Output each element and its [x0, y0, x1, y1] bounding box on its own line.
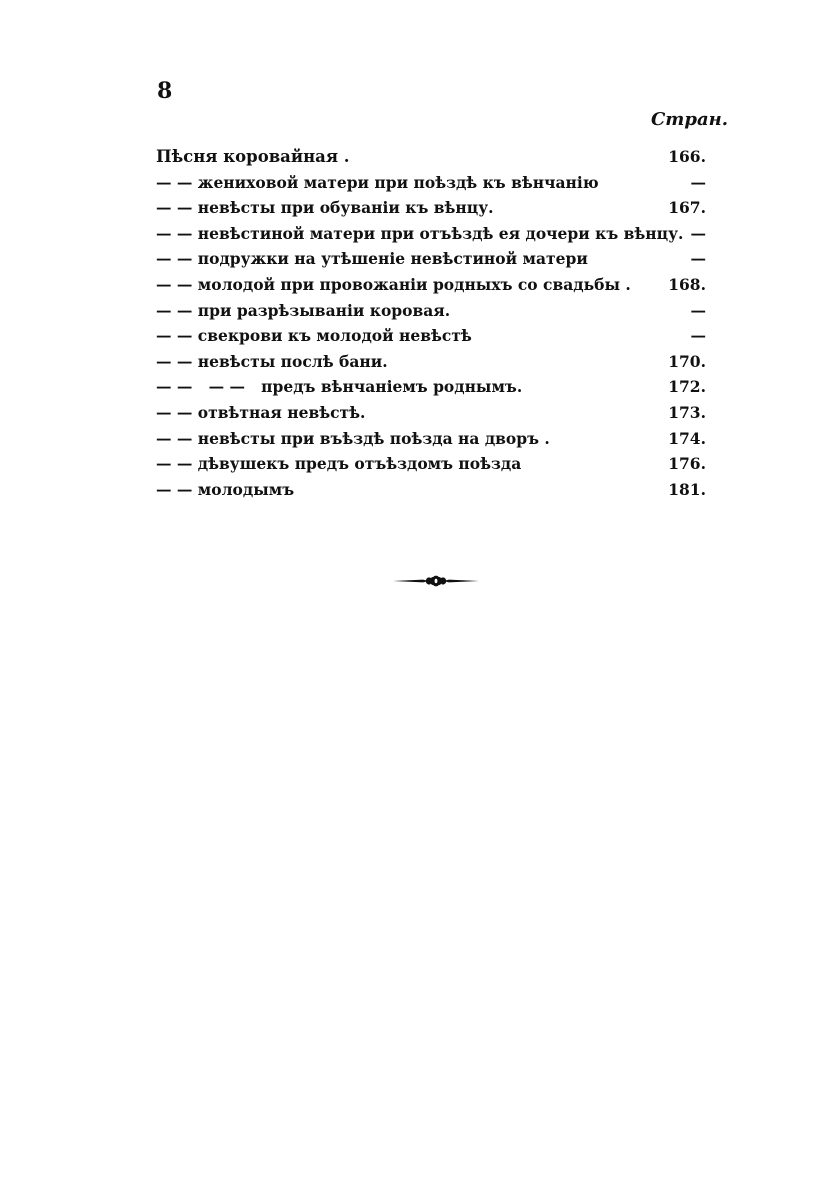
printer-ornament-icon — [393, 574, 479, 588]
toc-entry-page: — — [690, 249, 706, 269]
toc-entry-title: — — невѣсты при въѣздѣ поѣзда на дворъ . — [156, 428, 550, 448]
toc-entry-title: Пѣсня коровайная . — [156, 147, 350, 166]
toc-entry-title: — — невѣсты послѣ бани. — [156, 351, 388, 371]
toc-entry-page: — — [690, 172, 706, 192]
toc-row — [156, 144, 706, 170]
toc-entry-title: — — свекрови къ молодой невѣстѣ — [156, 326, 472, 346]
toc-row — [156, 477, 706, 503]
toc-row — [156, 349, 706, 375]
toc-entry-title: — — — — предъ вѣнчаніемъ роднымъ. — [156, 377, 523, 397]
toc-entry-title: — — невѣстиной матери при отъѣздѣ ея дочери къ вѣнцу. — [156, 223, 684, 243]
toc-row — [156, 323, 706, 349]
toc-row — [156, 246, 706, 272]
toc-row — [156, 400, 706, 426]
toc-row — [156, 298, 706, 324]
toc-entry-title: — — молодой при провожаніи родныхъ со свадьбы . — [156, 274, 631, 294]
toc-entry-title: — — жениховой матери при поѣздѣ къ вѣнчанію — [156, 172, 599, 192]
toc-entry-page: — — [690, 300, 706, 320]
toc-entry-title: — — при разрѣзываніи коровая. — [156, 300, 451, 320]
toc-row — [156, 221, 706, 247]
toc-entry-page: 166. — [668, 147, 706, 166]
page-number: 8 — [157, 78, 173, 104]
toc-row — [156, 451, 706, 477]
page-column-header: Стран. — [650, 109, 728, 130]
toc-entry-page: 172. — [668, 377, 706, 397]
toc-entry-page: 168. — [668, 274, 706, 294]
toc-entry-page: — — [690, 223, 706, 243]
toc-entry-title: — — отвѣтная невѣстѣ. — [156, 402, 366, 422]
toc-entry-title: — — невѣсты при обуваніи къ вѣнцу. — [156, 198, 494, 218]
toc-entry-page: 176. — [668, 454, 706, 474]
toc-entry-page: 170. — [668, 351, 706, 371]
toc-entry-page: 167. — [668, 198, 706, 218]
toc-entry-page: 181. — [668, 479, 706, 499]
toc-entry-title: — — дѣвушекъ предъ отъѣздомъ поѣзда — [156, 454, 522, 474]
toc-entry-title: — — подружки на утѣшеніе невѣстиной матери — [156, 249, 588, 269]
toc-entry-page: 173. — [668, 402, 706, 422]
table-of-contents — [156, 144, 706, 502]
toc-entry-page: 174. — [668, 428, 706, 448]
toc-entry-title: — — молодымъ — [156, 479, 295, 499]
toc-row — [156, 426, 706, 452]
toc-row — [156, 195, 706, 221]
toc-row — [156, 170, 706, 196]
toc-row — [156, 374, 706, 400]
toc-entry-page: — — [690, 326, 706, 346]
toc-row — [156, 272, 706, 298]
